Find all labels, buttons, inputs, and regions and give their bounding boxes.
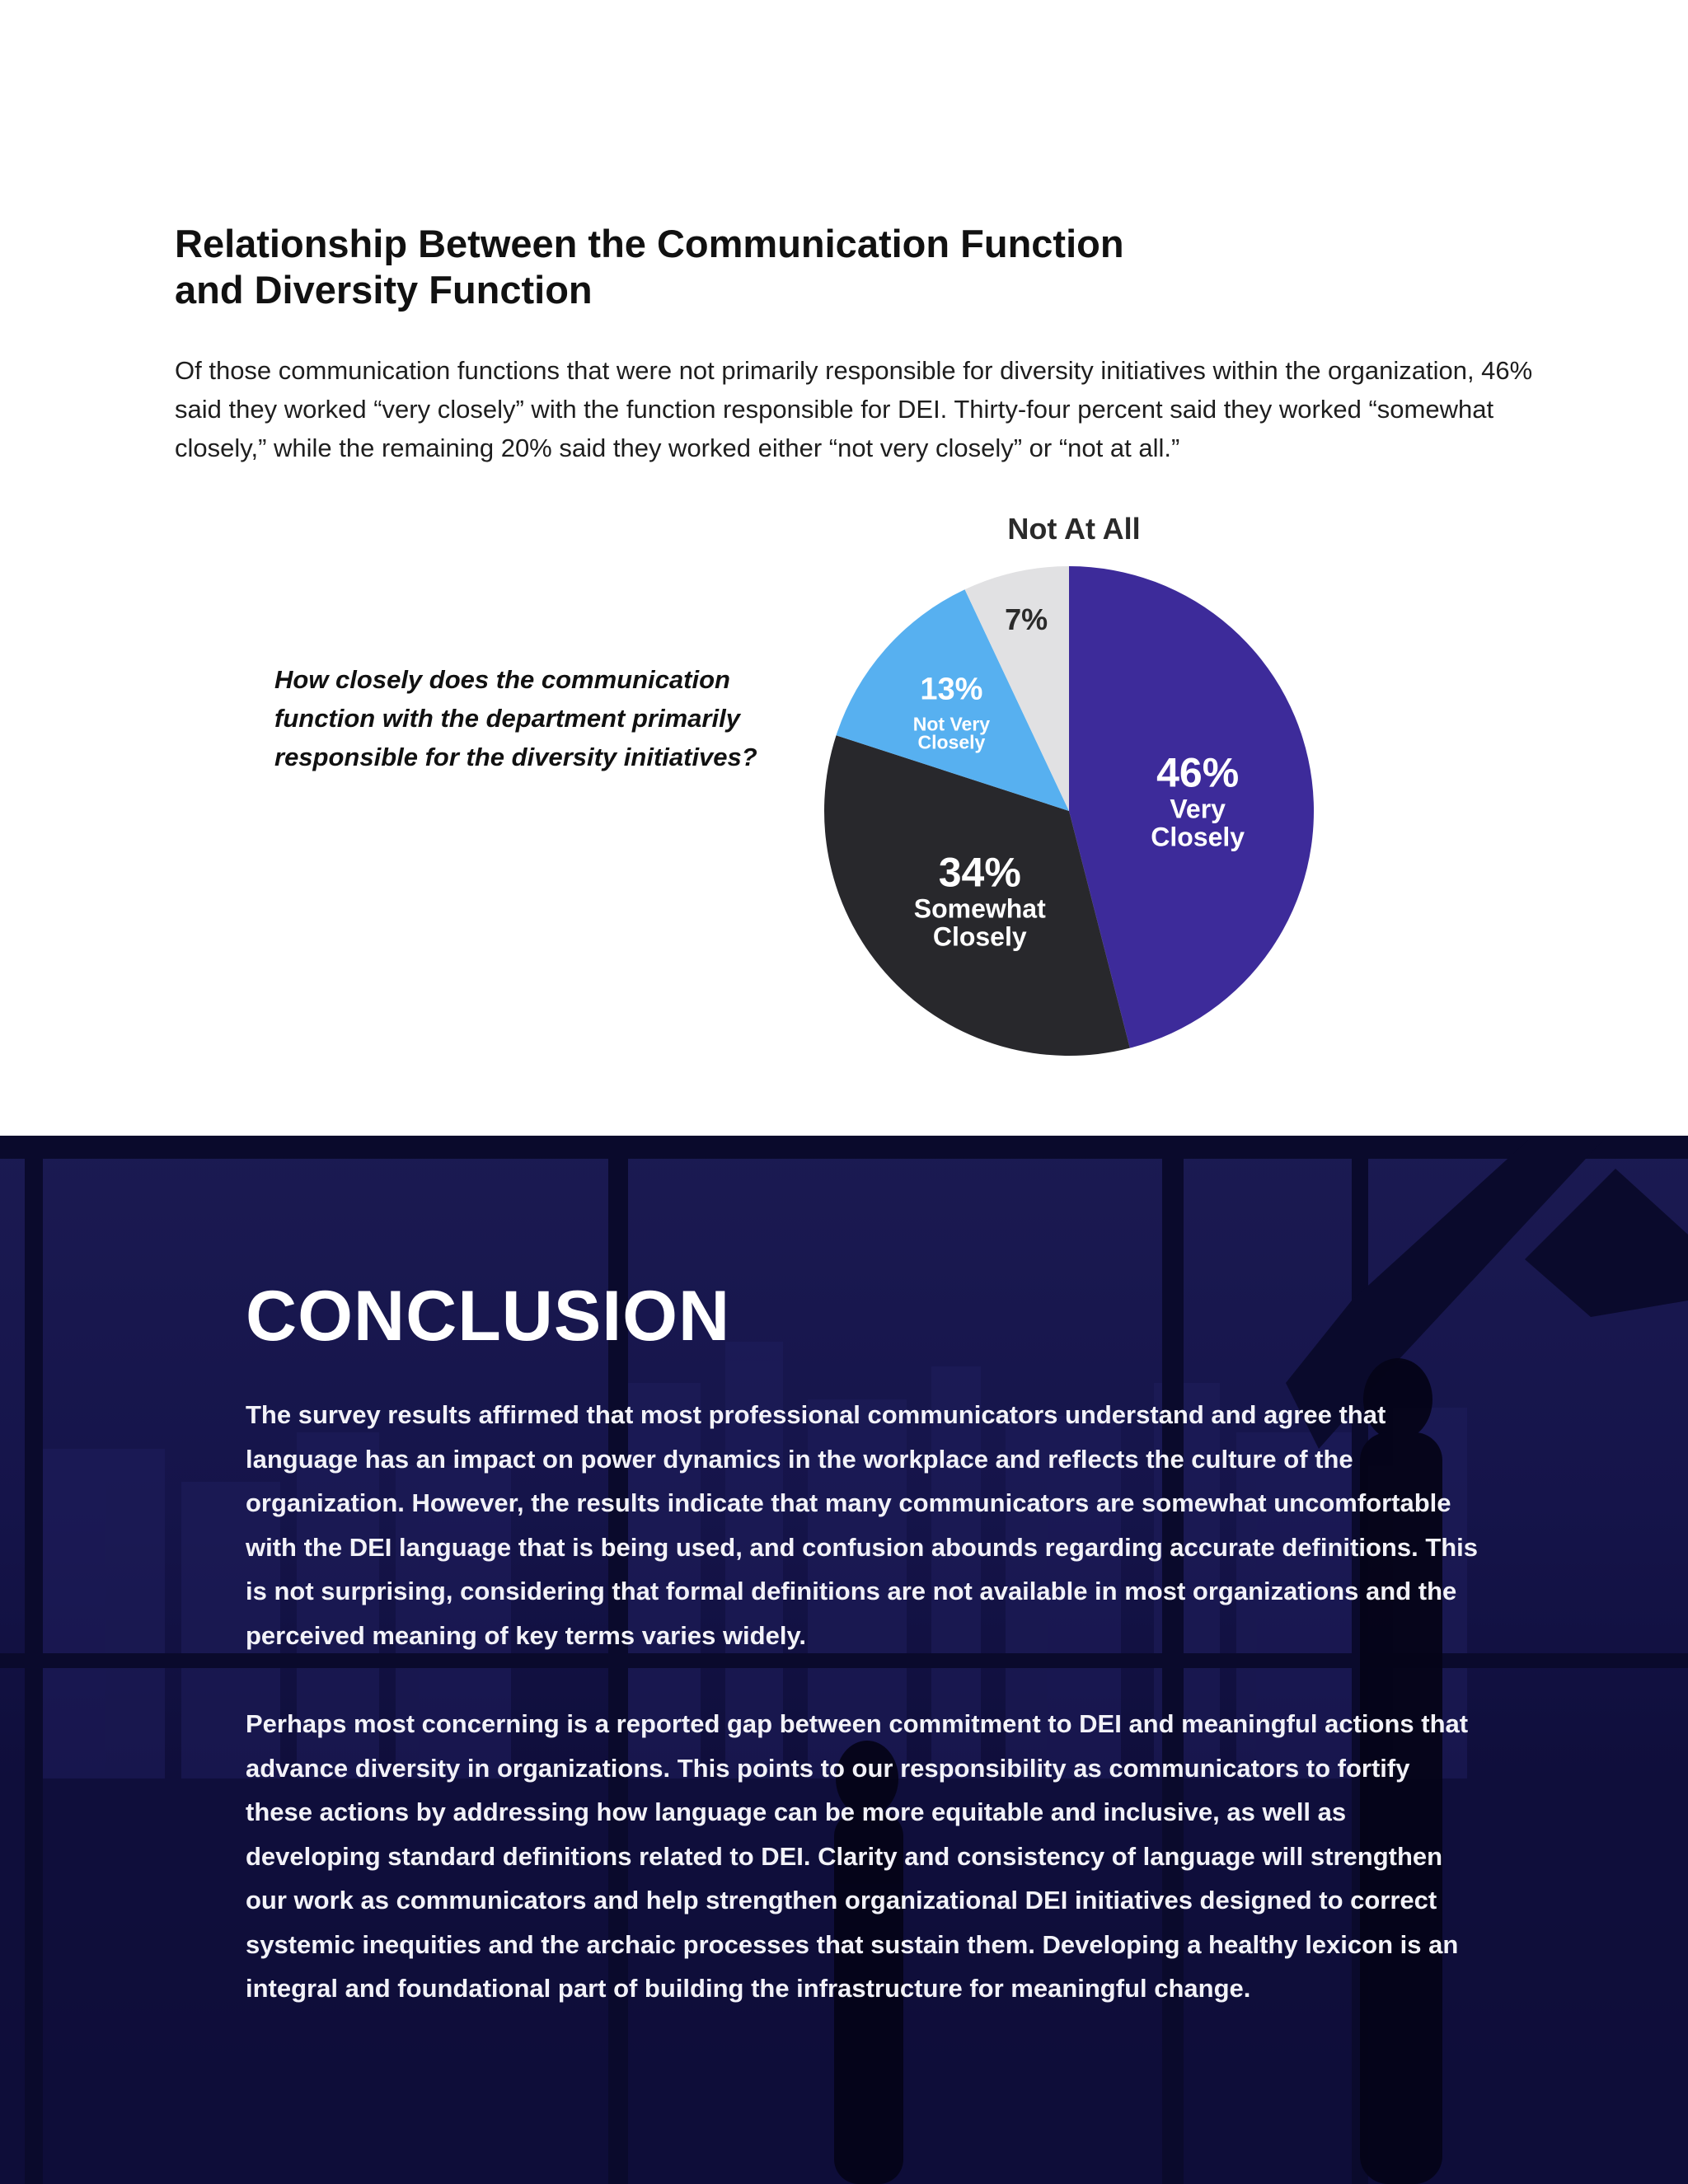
section-title-line-1: Relationship Between the Communication Function xyxy=(175,222,1124,265)
section-title-line-2: and Diversity Function xyxy=(175,268,593,312)
conclusion-body xyxy=(246,1393,1482,2055)
pie-category-label: Closely xyxy=(932,921,1027,952)
conclusion-paragraph-2: Perhaps most concerning is a reported gap between commitment to DEI and meaningful actions that advance diversity in organizations. This points to our responsibility as communicators to fortify these actions by addressing how language can be more equitable and inclusive, as well as developing standard definitions related to DEI. Clarity and consistency of language will strengthen our work as communicators and help strengthen organizational DEI initiatives designed to correct systemic inequities and the archaic processes that sustain them. Developing a healthy lexicon is an integral and foundational part of building the infrastructure for meaningful change. xyxy=(246,1709,1469,2003)
pie-category-label: Closely xyxy=(1151,822,1245,852)
conclusion-paragraph-1: The survey results affirmed that most professional communicators understand and agree that language has an impact on power dynamics in the workplace and reflects the culture of the organization. However, the results indicate that many communicators are somewhat uncomfortable with the DEI language that is being used, and confusion abounds regarding accurate definitions. This is not surprising, considering that formal definitions are not available in most organizations and the perceived meaning of key terms varies widely. xyxy=(246,1400,1479,1650)
pie-chart xyxy=(808,494,1335,1071)
pie-value-label-very-closely: 46% xyxy=(1156,749,1240,796)
section-title xyxy=(175,221,1246,313)
chart-question: How closely does the communication function with the department primarily responsible for the diversity initiatives? xyxy=(274,665,757,771)
outside-label-not-at-all: Not At All xyxy=(1007,512,1141,546)
pie-category-label: Very xyxy=(1170,794,1226,824)
pie-value-label-not-at-all: 7% xyxy=(1005,602,1048,637)
intro-paragraph: Of those communication functions that were not primarily responsible for diversity initiatives within the organization, 46% said they worked “very closely” with the function responsible for DEI. Thirty-four percent said they worked “somewhat closely,” while the remaining 20% said they worked either “not very closely” or “not at all.” xyxy=(175,356,1533,462)
pie-value-label-somewhat-closely: 34% xyxy=(938,849,1021,896)
pie-category-label: Not Very xyxy=(912,713,991,735)
pie-category-label: Closely xyxy=(917,731,986,753)
conclusion-section xyxy=(0,1136,1688,2184)
pie-slices xyxy=(824,566,1314,1056)
conclusion-title: CONCLUSION xyxy=(246,1277,731,1356)
pie-category-label: Somewhat xyxy=(913,893,1046,924)
pie-value-label-not-very-closely: 13% xyxy=(920,672,983,707)
